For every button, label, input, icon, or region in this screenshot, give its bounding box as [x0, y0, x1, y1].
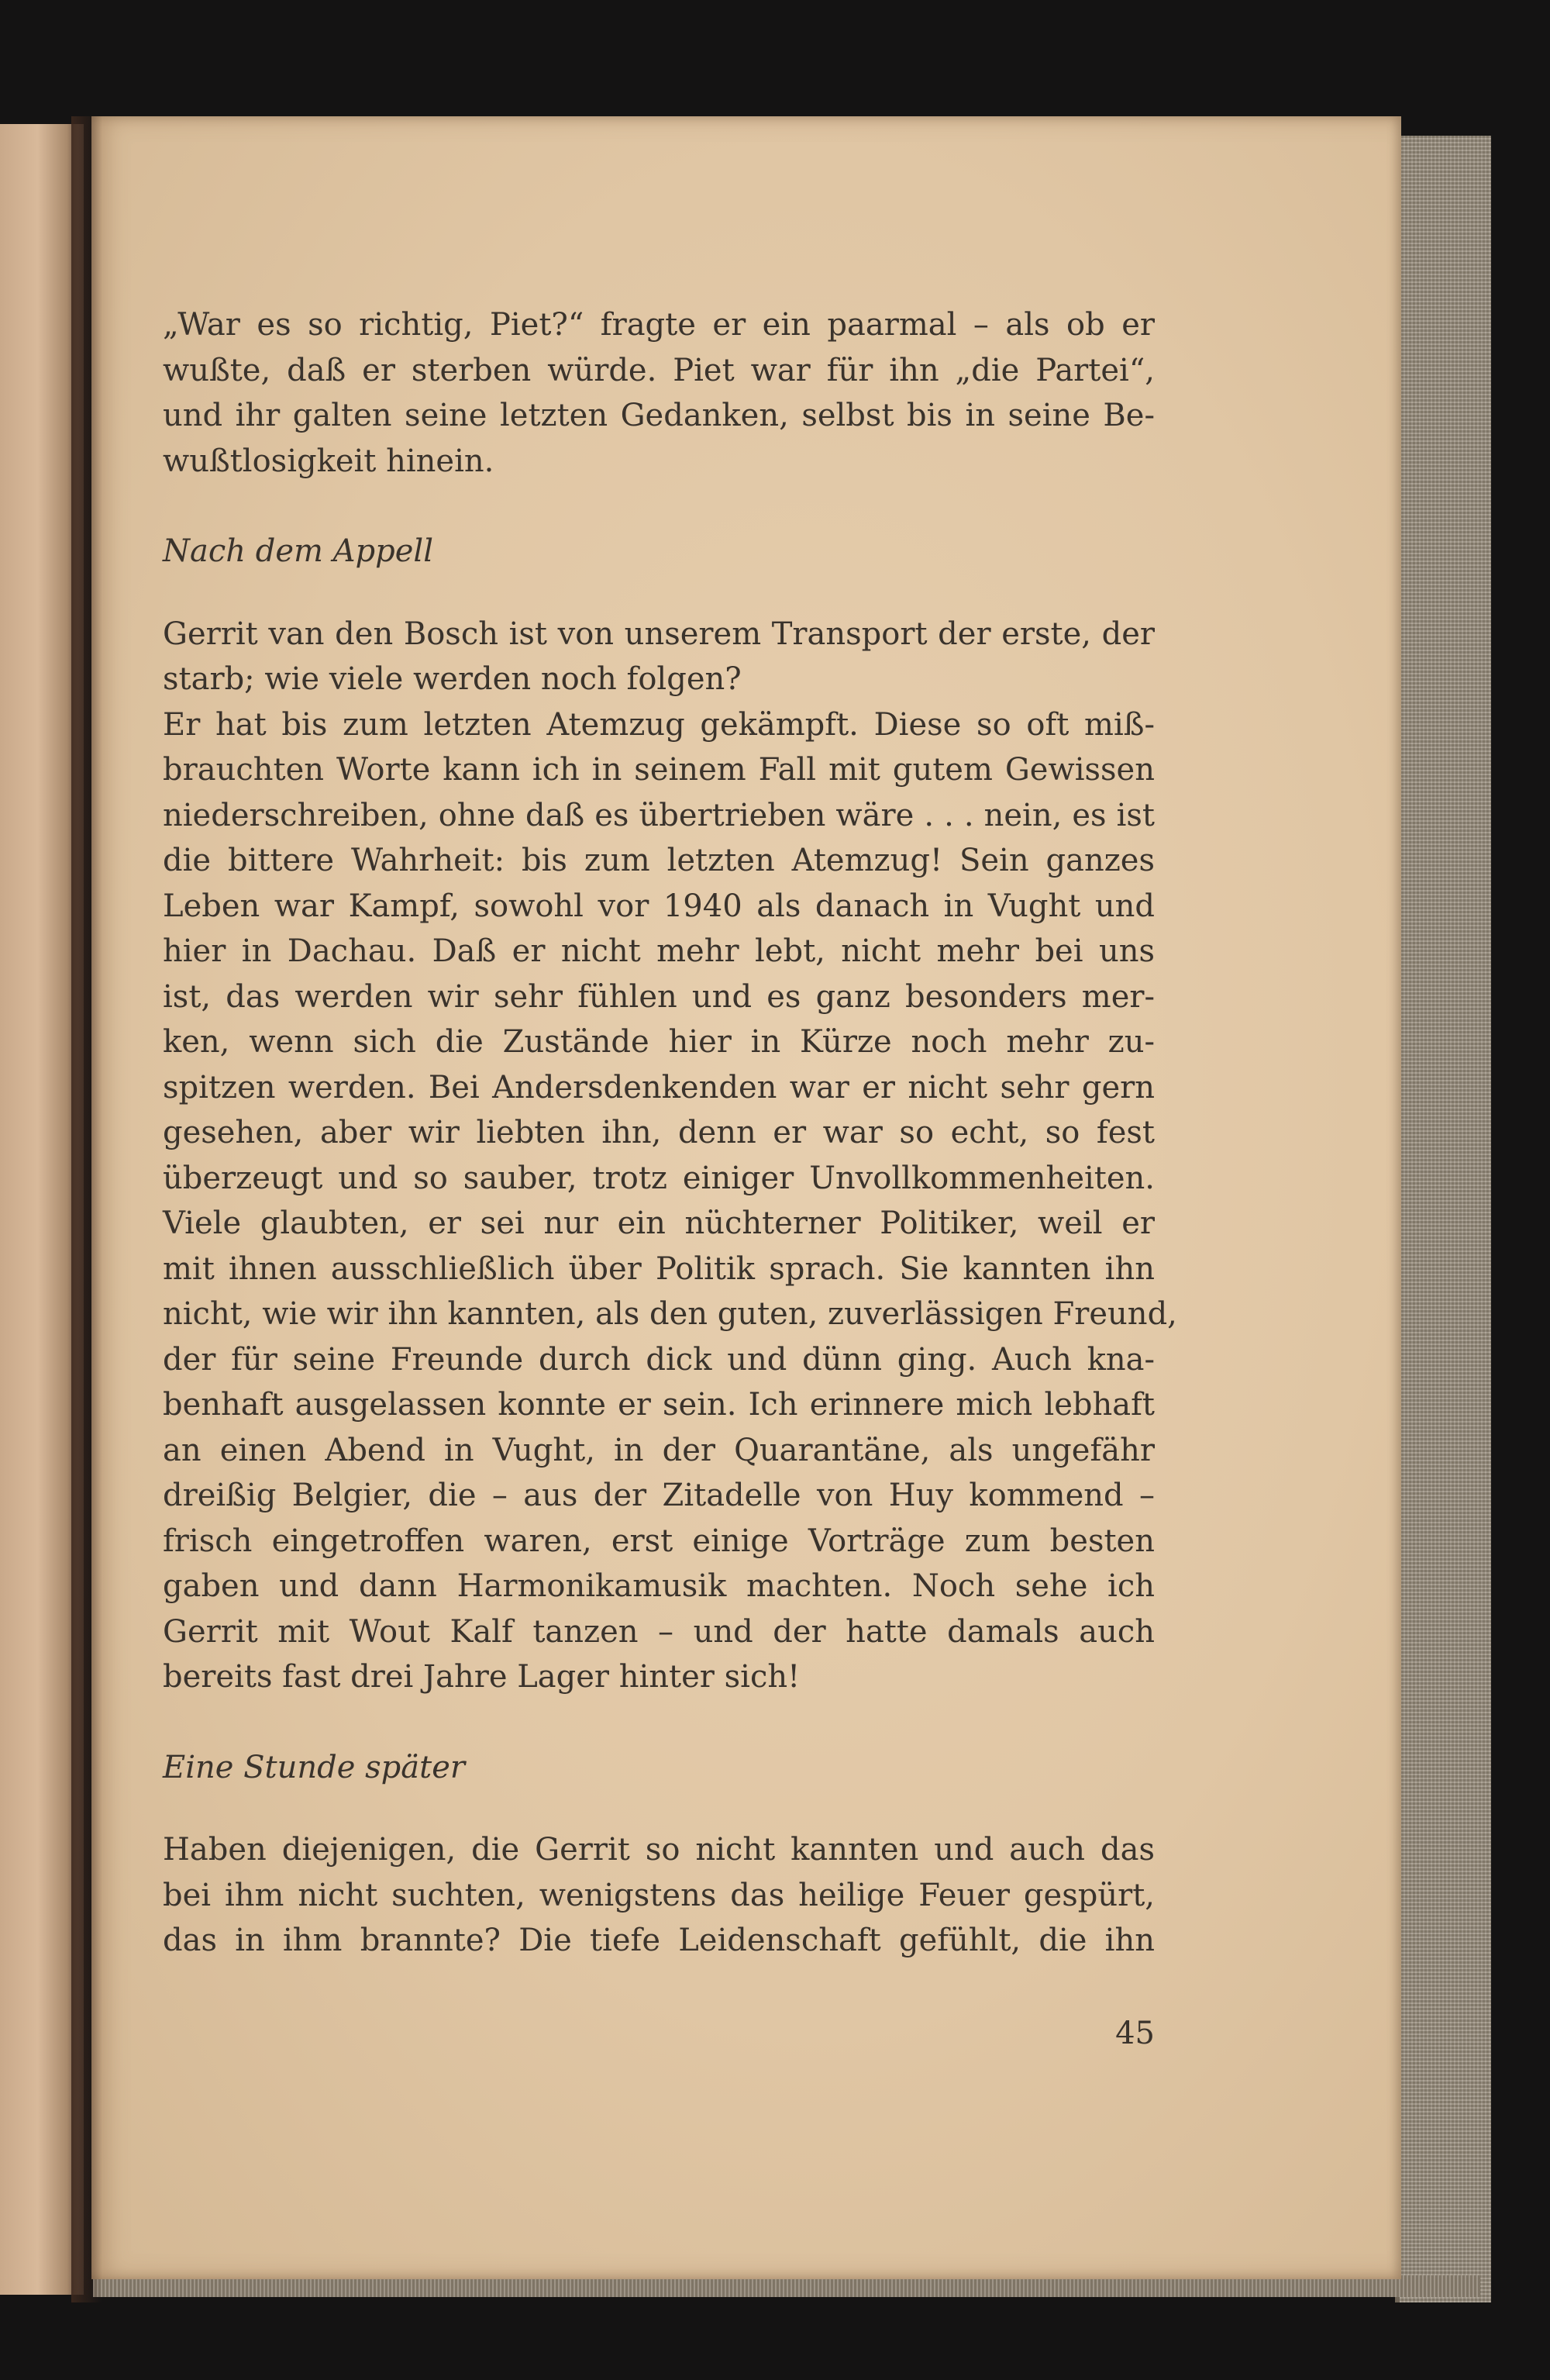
text-line: frisch eingetroffen waren, erst einige Vorträge zum besten: [163, 1523, 1155, 1559]
text-line: bereits fast drei Jahre Lager hinter sich!: [163, 1659, 801, 1695]
text-line: bei ihm nicht suchten, wenigstens das heilige Feuer gespürt,: [163, 1877, 1155, 1913]
text-line: wußte, daß er sterben würde. Piet war für ihn „die Partei“,: [163, 352, 1155, 388]
text-line: „War es so richtig, Piet?“ fragte er ein paarmal – als ob er: [163, 307, 1155, 343]
text-line: mit ihnen ausschließlich über Politik sprach. Sie kannten ihn: [163, 1250, 1155, 1287]
text-line: Haben diejenigen, die Gerrit so nicht kannten und auch das: [163, 1832, 1155, 1868]
paragraph-1: [163, 302, 1155, 484]
text-line: gaben und dann Harmonikamusik machten. Noch sehe ich: [163, 1568, 1155, 1604]
text-line: ist, das werden wir sehr fühlen und es ganz besonders mer-: [163, 978, 1155, 1015]
text-line: und ihr galten seine letzten Gedanken, selbst bis in seine Be-: [163, 398, 1155, 433]
text-line: überzeugt und so sauber, trotz einiger Unvollkommenheiten.: [163, 1160, 1155, 1196]
text-line: starb; wie viele werden noch folgen?: [163, 661, 742, 697]
text-line: brauchten Worte kann ich in seinem Fall mit gutem Gewissen: [163, 752, 1155, 788]
section-heading-nach-dem-appell: Nach dem Appell: [163, 533, 434, 569]
text-line: Gerrit van den Bosch ist von unserem Transport der erste, der: [163, 616, 1155, 652]
text-line: nicht, wie wir ihn kannten, als den guten, zuverlässigen Freund,: [163, 1296, 1177, 1332]
text-line: spitzen werden. Bei Andersdenkenden war er nicht sehr gern: [163, 1069, 1155, 1105]
text-line: benhaft ausgelassen konnte er sein. Ich erinnere mich lebhaft: [163, 1387, 1155, 1423]
page-text: [163, 302, 1177, 1964]
text-line: ken, wenn sich die Zustände hier in Kürze noch mehr zu-: [163, 1024, 1155, 1060]
text-line: der für seine Freunde durch dick und dünn ging. Auch kna-: [163, 1341, 1155, 1378]
text-line: das in ihm brannte? Die tiefe Leidenschaft gefühlt, die ihn: [163, 1923, 1155, 1958]
text-line: die bittere Wahrheit: bis zum letzten Atemzug! Sein ganzes: [163, 843, 1155, 878]
text-line: gesehen, aber wir liebten ihn, denn er war so echt, so fest: [163, 1115, 1155, 1150]
paragraph-2: [163, 612, 1155, 702]
gutter-shadow: [71, 116, 102, 2302]
book-cover-edge: [1395, 136, 1491, 2302]
text-line: dreißig Belgier, die – aus der Zitadelle von Huy kommend –: [163, 1478, 1155, 1513]
text-line: wußtlosigkeit hinein.: [163, 443, 494, 479]
paragraph-4: [163, 1827, 1155, 1964]
page-number: 45: [1115, 2016, 1155, 2051]
text-line: an einen Abend in Vught, in der Quarantäne, als ungefähr: [163, 1432, 1155, 1468]
section-heading-eine-stunde-spaeter: Eine Stunde später: [163, 1749, 465, 1785]
text-line: Gerrit mit Wout Kalf tanzen – und der hatte damals auch: [163, 1613, 1155, 1650]
paragraph-3: [163, 702, 1177, 1700]
text-line: Leben war Kampf, sowohl vor 1940 als danach in Vught und: [163, 888, 1155, 924]
text-line: Viele glaubten, er sei nur ein nüchterner Politiker, weil er: [163, 1206, 1155, 1241]
text-line: hier in Dachau. Daß er nicht mehr lebt, nicht mehr bei uns: [163, 933, 1155, 969]
text-line: niederschreiben, ohne daß es übertrieben wäre . . . nein, es ist: [163, 797, 1155, 833]
text-line: Er hat bis zum letzten Atemzug gekämpft. Diese so oft miß-: [163, 706, 1155, 743]
